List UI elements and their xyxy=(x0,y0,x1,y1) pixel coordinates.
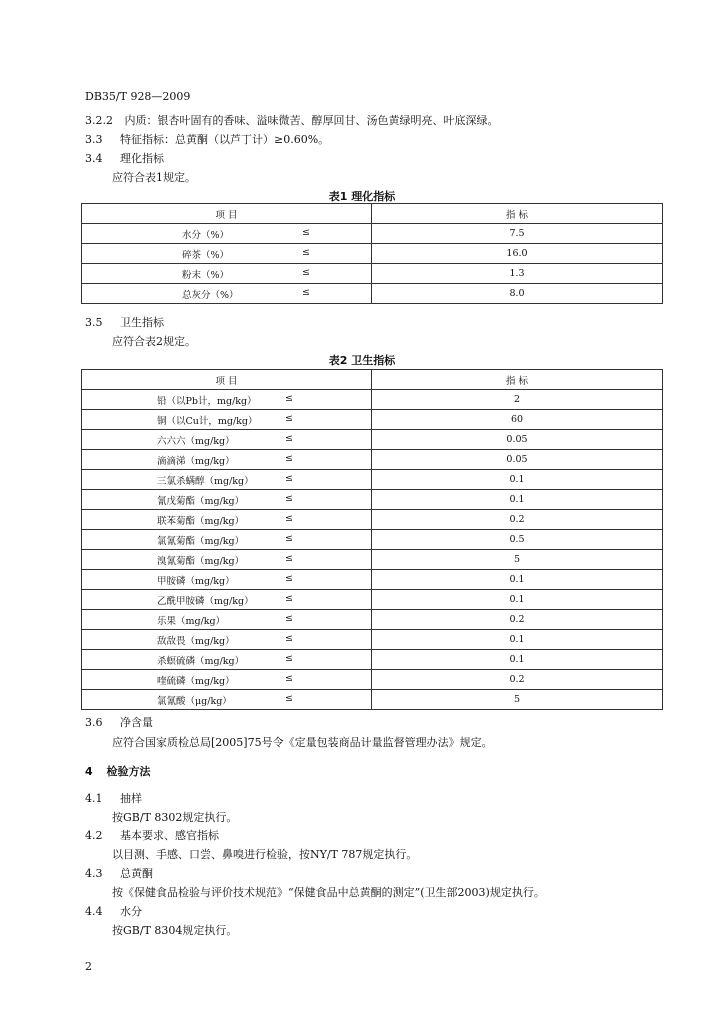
item-name: 铜（以Cu计，mg/kg） xyxy=(157,416,258,427)
clause-3-3 xyxy=(85,131,329,147)
clause-number: 4.4 xyxy=(85,905,103,918)
clause-4-4 xyxy=(85,903,142,919)
table-row xyxy=(82,490,663,510)
table-cell-item xyxy=(82,224,372,244)
clause-number: 3.4 xyxy=(85,152,103,165)
clause-title: 水分 xyxy=(120,905,142,918)
clause-4-4-body: 按GB/T 8304规定执行。 xyxy=(112,924,238,937)
clause-number: 4.2 xyxy=(85,829,103,842)
clause-number: 3.3 xyxy=(85,133,103,146)
chapter-4 xyxy=(85,763,151,779)
clause-number: 3.5 xyxy=(85,316,103,329)
table-cell-item xyxy=(82,244,372,264)
table-cell-value: 0.1 xyxy=(372,630,663,650)
table-cell-value: 0.1 xyxy=(372,590,663,610)
clause-4-3 xyxy=(85,865,153,881)
clause-title: 卫生指标 xyxy=(120,316,164,329)
item-name: 甲胺磷（mg/kg） xyxy=(157,576,235,587)
table-header-value: 指 标 xyxy=(372,370,663,390)
item-name: 杀螟硫磷（mg/kg） xyxy=(157,656,245,667)
table-cell-value: 0.2 xyxy=(372,670,663,690)
table-row xyxy=(82,450,663,470)
clause-3-4 xyxy=(85,150,164,166)
table-row xyxy=(82,224,663,244)
less-equal-sign: ≤ xyxy=(285,653,293,664)
table-cell-value: 0.2 xyxy=(372,510,663,530)
table-row xyxy=(82,530,663,550)
table-row xyxy=(82,610,663,630)
table-row xyxy=(82,390,663,410)
table-cell-value: 0.2 xyxy=(372,610,663,630)
table-row xyxy=(82,590,663,610)
table-header-value: 指 标 xyxy=(372,204,663,224)
item-name: 敌敌畏（mg/kg） xyxy=(157,636,235,647)
table-cell-item xyxy=(82,284,372,304)
table-cell-item xyxy=(82,690,372,710)
item-name: 三氯杀螨醇（mg/kg） xyxy=(157,476,254,487)
table-cell-item xyxy=(82,530,372,550)
table2 xyxy=(81,369,663,710)
table-cell-value: 0.1 xyxy=(372,570,663,590)
table-cell-item xyxy=(82,410,372,430)
item-name: 粉末（%） xyxy=(182,270,230,281)
clause-text: 特征指标：总黄酮（以芦丁计）≥0.60%。 xyxy=(120,133,330,146)
item-name: 氰戊菊酯（mg/kg） xyxy=(157,496,245,507)
clause-number: 4.1 xyxy=(85,792,103,805)
less-equal-sign: ≤ xyxy=(302,227,310,238)
table-cell-value: 5 xyxy=(372,550,663,570)
clause-number: 4.3 xyxy=(85,867,103,880)
table-cell-value: 16.0 xyxy=(372,244,663,264)
table-row xyxy=(82,570,663,590)
item-name: 总灰分（%） xyxy=(182,290,239,301)
table-row xyxy=(82,264,663,284)
table-row xyxy=(82,510,663,530)
table-cell-item xyxy=(82,264,372,284)
table-cell-value: 8.0 xyxy=(372,284,663,304)
table-row xyxy=(82,470,663,490)
table-cell-value: 2 xyxy=(372,390,663,410)
clause-title: 理化指标 xyxy=(120,152,164,165)
table-cell-value: 0.1 xyxy=(372,490,663,510)
table-header-row xyxy=(82,370,663,390)
less-equal-sign: ≤ xyxy=(302,247,310,258)
table-row xyxy=(82,410,663,430)
table2-caption: 表2 卫生指标 xyxy=(328,354,396,367)
clause-3-6 xyxy=(85,714,153,730)
table-header-row xyxy=(82,204,663,224)
item-name: 乙酰甲胺磷（mg/kg） xyxy=(157,596,254,607)
less-equal-sign: ≤ xyxy=(285,553,293,564)
item-name: 滴滴涕（mg/kg） xyxy=(157,456,235,467)
table-cell-value: 0.5 xyxy=(372,530,663,550)
table-cell-item xyxy=(82,670,372,690)
item-name: 氯氰酸（μg/kg） xyxy=(157,696,232,707)
table-row xyxy=(82,630,663,650)
item-name: 铅（以Pb计，mg/kg） xyxy=(157,396,257,407)
clause-3-2-2 xyxy=(85,112,499,128)
table-cell-value: 0.1 xyxy=(372,650,663,670)
clause-title: 基本要求、感官指标 xyxy=(120,829,219,842)
table-cell-value: 5 xyxy=(372,690,663,710)
item-name: 溴氰菊酯（mg/kg） xyxy=(157,556,245,567)
less-equal-sign: ≤ xyxy=(302,287,310,298)
less-equal-sign: ≤ xyxy=(285,673,293,684)
clause-text: 内质：银杏叶固有的香味、溢味微苦、醇厚回甘、汤色黄绿明亮、叶底深绿。 xyxy=(124,114,499,127)
less-equal-sign: ≤ xyxy=(285,453,293,464)
table-cell-value: 1.3 xyxy=(372,264,663,284)
clause-title: 净含量 xyxy=(120,716,153,729)
less-equal-sign: ≤ xyxy=(285,513,293,524)
table-cell-value: 7.5 xyxy=(372,224,663,244)
less-equal-sign: ≤ xyxy=(285,533,293,544)
table-cell-item xyxy=(82,570,372,590)
less-equal-sign: ≤ xyxy=(285,593,293,604)
less-equal-sign: ≤ xyxy=(285,393,293,404)
table-cell-item xyxy=(82,490,372,510)
less-equal-sign: ≤ xyxy=(285,473,293,484)
less-equal-sign: ≤ xyxy=(285,493,293,504)
less-equal-sign: ≤ xyxy=(285,413,293,424)
table-cell-value: 0.1 xyxy=(372,470,663,490)
item-name: 水分（%） xyxy=(182,230,230,241)
item-name: 碎茶（%） xyxy=(182,250,230,261)
clause-4-2 xyxy=(85,827,219,843)
clause-3-5 xyxy=(85,314,164,330)
table-cell-item xyxy=(82,610,372,630)
table-cell-item xyxy=(82,630,372,650)
table-cell-item xyxy=(82,650,372,670)
table-cell-item xyxy=(82,430,372,450)
table1 xyxy=(81,203,663,304)
table-cell-value: 60 xyxy=(372,410,663,430)
chapter-title: 检验方法 xyxy=(106,765,151,778)
clause-3-6-body: 应符合国家质检总局[2005]75号令《定量包装商品计量监督管理办法》规定。 xyxy=(112,736,493,749)
item-name: 喹硫磷（mg/kg） xyxy=(157,676,235,687)
chapter-number: 4 xyxy=(85,765,93,778)
table-row xyxy=(82,284,663,304)
table-row xyxy=(82,690,663,710)
clause-title: 抽样 xyxy=(120,792,142,805)
item-name: 氯氰菊酯（mg/kg） xyxy=(157,536,245,547)
table-header-item: 项 目 xyxy=(82,204,372,224)
clause-3-4-body: 应符合表1规定。 xyxy=(112,171,196,184)
table-row xyxy=(82,430,663,450)
clause-3-5-body: 应符合表2规定。 xyxy=(112,335,196,348)
table-header-item: 项 目 xyxy=(82,370,372,390)
clause-4-1-body: 按GB/T 8302规定执行。 xyxy=(112,811,238,824)
table-cell-item xyxy=(82,450,372,470)
less-equal-sign: ≤ xyxy=(285,573,293,584)
table-row xyxy=(82,650,663,670)
clause-title: 总黄酮 xyxy=(120,867,153,880)
clause-4-3-body: 按《保健食品检验与评价技术规范》“保健食品中总黄酮的测定”(卫生部2003)规定执行。 xyxy=(112,886,545,899)
table-cell-item xyxy=(82,590,372,610)
table-cell-item xyxy=(82,510,372,530)
table-row xyxy=(82,670,663,690)
less-equal-sign: ≤ xyxy=(285,633,293,644)
clause-4-1 xyxy=(85,790,142,806)
item-name: 六六六（mg/kg） xyxy=(157,436,235,447)
table-cell-item xyxy=(82,550,372,570)
less-equal-sign: ≤ xyxy=(285,693,293,704)
table-row xyxy=(82,244,663,264)
page-number: 2 xyxy=(85,960,92,973)
clause-number: 3.2.2 xyxy=(85,114,113,127)
less-equal-sign: ≤ xyxy=(302,267,310,278)
clause-number: 3.6 xyxy=(85,716,103,729)
item-name: 乐果（mg/kg） xyxy=(157,616,226,627)
table-cell-value: 0.05 xyxy=(372,450,663,470)
table-cell-item xyxy=(82,390,372,410)
clause-4-2-body: 以目测、手感、口尝、鼻嗅进行检验，按NY/T 787规定执行。 xyxy=(112,848,418,861)
standard-code: DB35/T 928—2009 xyxy=(85,90,191,103)
table-cell-value: 0.05 xyxy=(372,430,663,450)
table-cell-item xyxy=(82,470,372,490)
table1-caption: 表1 理化指标 xyxy=(328,190,396,203)
less-equal-sign: ≤ xyxy=(285,613,293,624)
less-equal-sign: ≤ xyxy=(285,433,293,444)
table-row xyxy=(82,550,663,570)
item-name: 联苯菊酯（mg/kg） xyxy=(157,516,245,527)
